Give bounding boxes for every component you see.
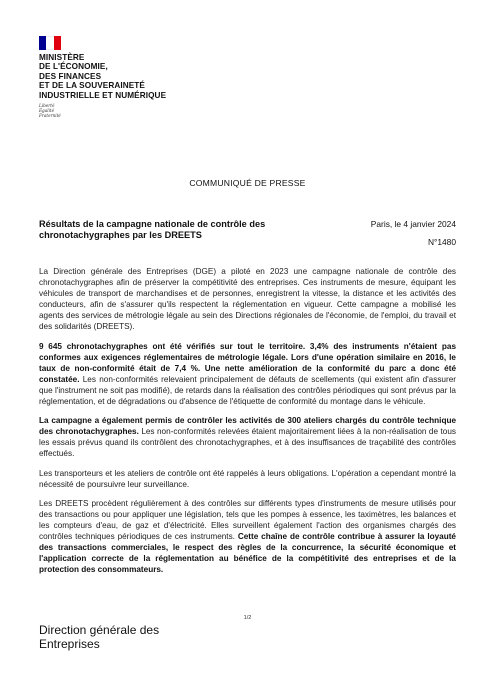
ministry-logo: [39, 36, 199, 119]
body-paragraph: [39, 498, 456, 576]
text-run: La Direction générale des Entreprises (DGE) a piloté en 2023 une campagne nationale de contrôle des chronotachygraphes afin de préserver la compétitivité des entreprises. Ces instruments de mesure, équipant les véhicules de transport de marchandises et de personnes, enregistrent la vitesse, la distance et les activités des conducteurs, afin de s'assurer qu'ils respectent la réglementation en vigueur. Cette campagne a mobilisé les agents des services de métrologie légale au sein des Directions régionales de l'économie, de l'emploi, du travail et des solidarités (DREETS).: [39, 267, 456, 332]
text-run: Les non-conformités relevées étaient majoritairement liées à la non-réalisation de tous les essais prévus quand ils contrôlent des chronotachygraphes, et à des insuffisances de traçabilité des contrôles effectués.: [39, 427, 456, 459]
body-paragraph: [39, 468, 456, 490]
french-flag-icon: [39, 36, 61, 50]
republic-motto: Liberté Égalité Fraternité: [39, 103, 61, 119]
release-date: Paris, le 4 janvier 2024: [370, 219, 456, 229]
text-run: Les non-conformités relevaient principalement de défauts de scellements (qui existent afin d'assurer que l'instrument ne soit pas modifié), de retards dans la réalisation des contrôles périodiques qui sont prévus par la réglementation, et de dégradations ou d'absence de l'étiquette de conformité du montage dans le véhicule.: [39, 374, 456, 407]
text-run: Les transporteurs et les ateliers de contrôle ont été rappelés à leurs obligations. L'opération a cependant montré la nécessité de poursuivre leur surveillance.: [39, 468, 456, 489]
document-type: COMMUNIQUÉ DE PRESSE: [189, 178, 306, 188]
footer-department: Direction générale des Entreprises: [39, 623, 160, 651]
press-release-body: [39, 266, 456, 583]
page-number: 1/2: [243, 615, 252, 621]
body-paragraph: [39, 341, 456, 408]
release-number: N°1480: [427, 237, 456, 247]
press-release-title: Résultats de la campagne nationale de contrôle des chronotachygraphes par les DREETS: [39, 219, 266, 240]
text-run: Les DREETS procèdent régulièrement à des contrôles sur différents types d'instruments de mesure utilisés pour des transactions ou pour appliquer une législation, tels que les pompes à essence, les taximètres, les balances et les compteurs d'eau, de gaz et d'électricité. Elles surveillent également l'action des organismes chargés des contrôles techniques périodiques de ces instruments.: [39, 498, 456, 541]
bold-text-run: Cette chaîne de contrôle contribue à assurer la loyauté des transactions commerciales, le respect des règles de la concurrence, la sécurité économique et l'application correcte de la réglementation au bénéfice de la compétitivité des entreprises et de la protection des consommateurs.: [39, 531, 456, 575]
body-paragraph: [39, 266, 456, 333]
ministry-name: MINISTÈRE DE L'ÉCONOMIE, DES FINANCES ET DE LA SOUVERAINETÉ INDUSTRIELLE ET NUMÉRIQUE: [39, 53, 167, 100]
bold-text-run: La campagne a également permis de contrôler les activités de 300 ateliers chargés du contrôle technique des chronotachygraphes.: [39, 416, 456, 437]
bold-text-run: 9 645 chronotachygraphes ont été vérifiés sur tout le territoire. 3,4% des instruments n'étaient pas conformes aux exigences réglementaires de métrologie légale. Lors d'une opération similaire en 2016, le taux de non-conformité était de 7,4 %. Une nette amélioration de la conformité du parc a donc été constatée.: [39, 341, 456, 384]
body-paragraph: [39, 415, 456, 459]
